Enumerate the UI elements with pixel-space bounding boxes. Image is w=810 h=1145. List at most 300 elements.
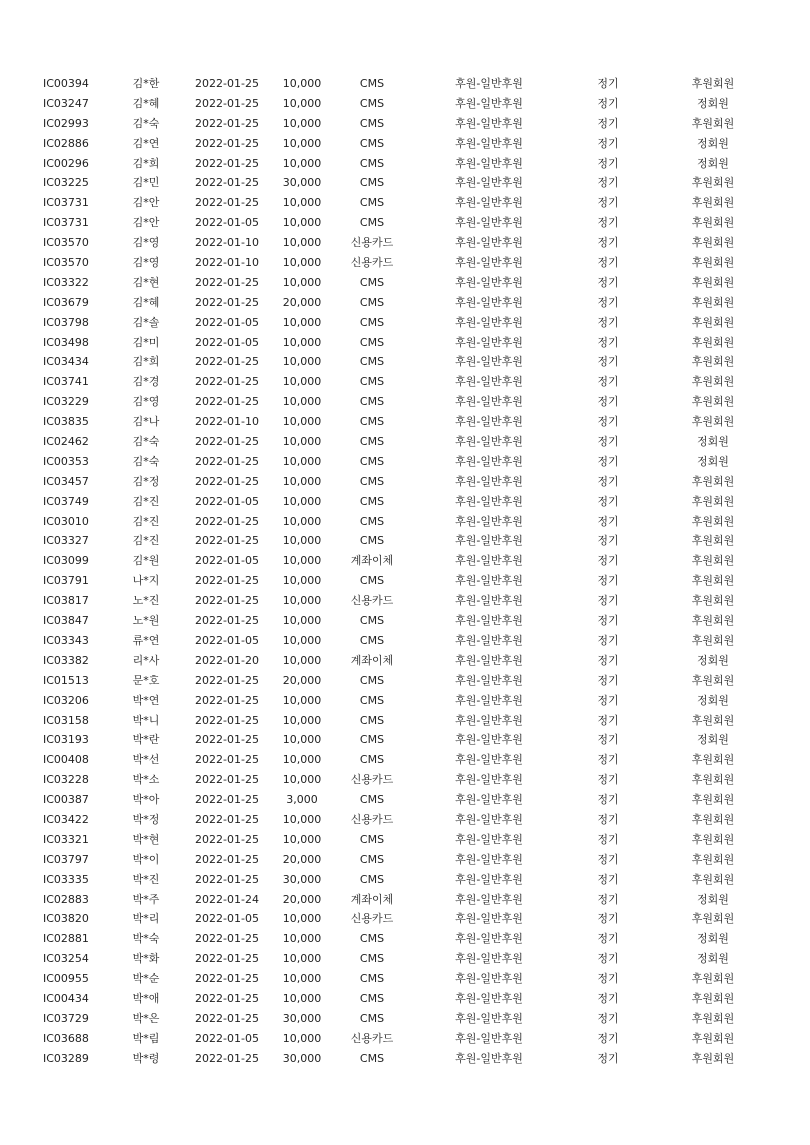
member-name-cell: 김*숙 — [132, 116, 160, 130]
table-row — [0, 730, 810, 750]
amount-cell: 10,000 — [282, 713, 322, 727]
member-id-cell: IC01513 — [43, 673, 89, 687]
member-name-cell: 박*정 — [132, 812, 160, 826]
member-id-cell: IC03335 — [43, 872, 89, 886]
member-name-cell: 노*진 — [132, 594, 160, 608]
member-name-cell: 박*소 — [132, 773, 160, 787]
member-name-cell: 문*호 — [132, 673, 160, 687]
amount-cell: 10,000 — [282, 136, 322, 150]
category-cell: 후원-일반후원 — [455, 474, 523, 488]
payment-date-cell: 2022-01-25 — [195, 77, 259, 90]
category-cell: 후원-일반후원 — [455, 295, 523, 309]
payment-method-cell: CMS — [359, 832, 385, 846]
category-cell: 후원-일반후원 — [455, 236, 523, 250]
payment-method-cell: CMS — [359, 733, 385, 747]
table-row — [0, 591, 810, 611]
member-type-cell: 후원회원 — [691, 1051, 735, 1065]
member-type-cell: 정회원 — [697, 892, 729, 906]
frequency-cell: 정기 — [597, 196, 619, 210]
category-cell: 후원-일반후원 — [455, 1051, 523, 1065]
amount-cell: 10,000 — [282, 454, 322, 468]
payment-date-cell: 2022-01-25 — [195, 176, 259, 190]
member-type-cell: 후원회원 — [691, 832, 735, 846]
amount-cell: 10,000 — [282, 77, 322, 90]
payment-method-cell: CMS — [359, 494, 385, 508]
table-row — [0, 173, 810, 193]
frequency-cell: 정기 — [597, 77, 619, 90]
amount-cell: 10,000 — [282, 96, 322, 110]
amount-cell: 10,000 — [282, 435, 322, 449]
member-type-cell: 후원회원 — [691, 474, 735, 488]
member-type-cell: 정회원 — [697, 653, 729, 667]
member-type-cell: 후원회원 — [691, 812, 735, 826]
payment-date-cell: 2022-01-25 — [195, 514, 259, 528]
member-id-cell: IC03099 — [43, 554, 89, 568]
amount-cell: 10,000 — [282, 912, 322, 926]
payment-date-cell: 2022-01-25 — [195, 594, 259, 608]
frequency-cell: 정기 — [597, 96, 619, 110]
member-name-cell: 박*림 — [132, 1031, 160, 1045]
member-id-cell: IC03327 — [43, 534, 89, 548]
payment-date-cell: 2022-01-25 — [195, 832, 259, 846]
member-id-cell: IC03434 — [43, 355, 89, 369]
member-id-cell: IC03749 — [43, 494, 89, 508]
payment-date-cell: 2022-01-25 — [195, 991, 259, 1005]
payment-date-cell: 2022-01-25 — [195, 454, 259, 468]
payment-date-cell: 2022-01-05 — [195, 554, 259, 568]
category-cell: 후원-일반후원 — [455, 812, 523, 826]
member-id-cell: IC03343 — [43, 633, 89, 647]
member-name-cell: 김*숙 — [132, 454, 160, 468]
payment-method-cell: CMS — [359, 454, 385, 468]
payment-method-cell: CMS — [359, 713, 385, 727]
frequency-cell: 정기 — [597, 534, 619, 548]
member-name-cell: 리*사 — [132, 653, 160, 667]
category-cell: 후원-일반후원 — [455, 176, 523, 190]
amount-cell: 30,000 — [282, 176, 322, 190]
amount-cell: 10,000 — [282, 1031, 322, 1045]
member-id-cell: IC03570 — [43, 236, 89, 250]
member-id-cell: IC00296 — [43, 156, 89, 170]
member-type-cell: 후원회원 — [691, 236, 735, 250]
table-row — [0, 352, 810, 372]
member-id-cell: IC03797 — [43, 852, 89, 866]
frequency-cell: 정기 — [597, 733, 619, 747]
category-cell: 후원-일반후원 — [455, 912, 523, 926]
payment-method-cell: CMS — [359, 1011, 385, 1025]
payment-date-cell: 2022-01-25 — [195, 932, 259, 946]
payment-method-cell: CMS — [359, 315, 385, 329]
category-cell: 후원-일반후원 — [455, 136, 523, 150]
amount-cell: 10,000 — [282, 335, 322, 349]
member-name-cell: 박*아 — [132, 793, 160, 807]
table-row — [0, 233, 810, 253]
member-name-cell: 박*연 — [132, 693, 160, 707]
member-name-cell: 김*솔 — [132, 315, 160, 329]
payment-date-cell: 2022-01-25 — [195, 295, 259, 309]
payment-date-cell: 2022-01-25 — [195, 136, 259, 150]
table-row — [0, 850, 810, 870]
amount-cell: 20,000 — [282, 892, 322, 906]
member-type-cell: 후원회원 — [691, 872, 735, 886]
category-cell: 후원-일반후원 — [455, 256, 523, 270]
frequency-cell: 정기 — [597, 614, 619, 628]
payment-date-cell: 2022-01-25 — [195, 812, 259, 826]
member-name-cell: 김*진 — [132, 534, 160, 548]
frequency-cell: 정기 — [597, 972, 619, 986]
payment-date-cell: 2022-01-25 — [195, 952, 259, 966]
payment-date-cell: 2022-01-25 — [195, 1011, 259, 1025]
payment-method-cell: CMS — [359, 852, 385, 866]
category-cell: 후원-일반후원 — [455, 713, 523, 727]
category-cell: 후원-일반후원 — [455, 315, 523, 329]
table-row — [0, 929, 810, 949]
category-cell: 후원-일반후원 — [455, 872, 523, 886]
member-type-cell: 후원회원 — [691, 395, 735, 409]
member-id-cell: IC03158 — [43, 713, 89, 727]
frequency-cell: 정기 — [597, 395, 619, 409]
member-id-cell: IC00387 — [43, 793, 89, 807]
member-type-cell: 후원회원 — [691, 335, 735, 349]
payment-method-cell: CMS — [359, 375, 385, 389]
member-name-cell: 나*지 — [132, 574, 160, 588]
member-type-cell: 후원회원 — [691, 1011, 735, 1025]
table-row — [0, 253, 810, 273]
frequency-cell: 정기 — [597, 793, 619, 807]
frequency-cell: 정기 — [597, 872, 619, 886]
member-name-cell: 김*나 — [132, 415, 160, 429]
payment-date-cell: 2022-01-25 — [195, 574, 259, 588]
payment-method-cell: 계좌이체 — [350, 554, 394, 568]
member-type-cell: 후원회원 — [691, 77, 735, 90]
category-cell: 후원-일반후원 — [455, 435, 523, 449]
frequency-cell: 정기 — [597, 136, 619, 150]
amount-cell: 10,000 — [282, 514, 322, 528]
payment-date-cell: 2022-01-25 — [195, 972, 259, 986]
category-cell: 후원-일반후원 — [455, 216, 523, 230]
member-id-cell: IC02883 — [43, 892, 89, 906]
payment-method-cell: CMS — [359, 614, 385, 628]
member-type-cell: 후원회원 — [691, 912, 735, 926]
amount-cell: 30,000 — [282, 872, 322, 886]
payment-method-cell: CMS — [359, 633, 385, 647]
category-cell: 후원-일반후원 — [455, 614, 523, 628]
table-row — [0, 969, 810, 989]
member-type-cell: 후원회원 — [691, 673, 735, 687]
member-name-cell: 김*원 — [132, 554, 160, 568]
category-cell: 후원-일반후원 — [455, 932, 523, 946]
payment-date-cell: 2022-01-05 — [195, 912, 259, 926]
member-id-cell: IC03835 — [43, 415, 89, 429]
amount-cell: 10,000 — [282, 355, 322, 369]
amount-cell: 10,000 — [282, 753, 322, 767]
member-id-cell: IC03498 — [43, 335, 89, 349]
amount-cell: 20,000 — [282, 295, 322, 309]
table-row — [0, 134, 810, 154]
table-row — [0, 611, 810, 631]
category-cell: 후원-일반후원 — [455, 892, 523, 906]
payment-date-cell: 2022-01-25 — [195, 196, 259, 210]
payment-method-cell: CMS — [359, 176, 385, 190]
amount-cell: 30,000 — [282, 1011, 322, 1025]
table-row — [0, 770, 810, 790]
member-name-cell: 김*영 — [132, 236, 160, 250]
member-name-cell: 김*희 — [132, 355, 160, 369]
member-name-cell: 김*민 — [132, 176, 160, 190]
payment-method-cell: CMS — [359, 355, 385, 369]
payment-date-cell: 2022-01-10 — [195, 236, 259, 250]
amount-cell: 10,000 — [282, 275, 322, 289]
category-cell: 후원-일반후원 — [455, 574, 523, 588]
table-row — [0, 94, 810, 114]
payment-method-cell: 계좌이체 — [350, 892, 394, 906]
member-id-cell: IC03791 — [43, 574, 89, 588]
payment-method-cell: CMS — [359, 156, 385, 170]
donation-table — [0, 74, 810, 1069]
member-type-cell: 정회원 — [697, 96, 729, 110]
frequency-cell: 정기 — [597, 892, 619, 906]
member-name-cell: 박*숙 — [132, 932, 160, 946]
payment-date-cell: 2022-01-24 — [195, 892, 259, 906]
member-id-cell: IC02886 — [43, 136, 89, 150]
category-cell: 후원-일반후원 — [455, 375, 523, 389]
frequency-cell: 정기 — [597, 1031, 619, 1045]
member-type-cell: 후원회원 — [691, 275, 735, 289]
member-name-cell: 노*원 — [132, 614, 160, 628]
member-type-cell: 후원회원 — [691, 793, 735, 807]
payment-date-cell: 2022-01-25 — [195, 375, 259, 389]
member-id-cell: IC03382 — [43, 653, 89, 667]
frequency-cell: 정기 — [597, 216, 619, 230]
table-row — [0, 551, 810, 571]
table-row — [0, 790, 810, 810]
category-cell: 후원-일반후원 — [455, 275, 523, 289]
category-cell: 후원-일반후원 — [455, 454, 523, 468]
frequency-cell: 정기 — [597, 693, 619, 707]
member-type-cell: 정회원 — [697, 693, 729, 707]
payment-method-cell: CMS — [359, 136, 385, 150]
frequency-cell: 정기 — [597, 932, 619, 946]
member-type-cell: 후원회원 — [691, 534, 735, 548]
member-id-cell: IC03729 — [43, 1011, 89, 1025]
member-type-cell: 정회원 — [697, 932, 729, 946]
member-type-cell: 후원회원 — [691, 554, 735, 568]
table-row — [0, 631, 810, 651]
member-name-cell: 김*경 — [132, 375, 160, 389]
frequency-cell: 정기 — [597, 454, 619, 468]
category-cell: 후원-일반후원 — [455, 793, 523, 807]
table-row — [0, 114, 810, 134]
member-name-cell: 김*혜 — [132, 96, 160, 110]
member-type-cell: 후원회원 — [691, 196, 735, 210]
payment-date-cell: 2022-01-10 — [195, 415, 259, 429]
table-row — [0, 392, 810, 412]
category-cell: 후원-일반후원 — [455, 594, 523, 608]
frequency-cell: 정기 — [597, 594, 619, 608]
frequency-cell: 정기 — [597, 435, 619, 449]
member-name-cell: 김*미 — [132, 335, 160, 349]
table-row — [0, 412, 810, 432]
frequency-cell: 정기 — [597, 633, 619, 647]
amount-cell: 10,000 — [282, 315, 322, 329]
payment-method-cell: CMS — [359, 991, 385, 1005]
payment-method-cell: 신용카드 — [350, 594, 394, 608]
payment-method-cell: CMS — [359, 932, 385, 946]
member-name-cell: 박*애 — [132, 991, 160, 1005]
category-cell: 후원-일반후원 — [455, 96, 523, 110]
amount-cell: 20,000 — [282, 852, 322, 866]
payment-method-cell: 신용카드 — [350, 812, 394, 826]
amount-cell: 10,000 — [282, 196, 322, 210]
amount-cell: 10,000 — [282, 633, 322, 647]
payment-date-cell: 2022-01-25 — [195, 872, 259, 886]
member-id-cell: IC00955 — [43, 972, 89, 986]
payment-date-cell: 2022-01-25 — [195, 474, 259, 488]
frequency-cell: 정기 — [597, 832, 619, 846]
category-cell: 후원-일반후원 — [455, 554, 523, 568]
category-cell: 후원-일반후원 — [455, 1031, 523, 1045]
amount-cell: 10,000 — [282, 574, 322, 588]
member-id-cell: IC00353 — [43, 454, 89, 468]
member-name-cell: 박*주 — [132, 892, 160, 906]
member-id-cell: IC00394 — [43, 77, 89, 90]
table-row — [0, 989, 810, 1009]
payment-method-cell: CMS — [359, 395, 385, 409]
frequency-cell: 정기 — [597, 952, 619, 966]
member-id-cell: IC03229 — [43, 395, 89, 409]
payment-method-cell: 신용카드 — [350, 912, 394, 926]
table-row — [0, 531, 810, 551]
member-name-cell: 김*안 — [132, 196, 160, 210]
amount-cell: 10,000 — [282, 932, 322, 946]
table-row — [0, 651, 810, 671]
amount-cell: 10,000 — [282, 236, 322, 250]
payment-method-cell: CMS — [359, 1051, 385, 1065]
member-id-cell: IC03206 — [43, 693, 89, 707]
payment-method-cell: 계좌이체 — [350, 653, 394, 667]
member-id-cell: IC03820 — [43, 912, 89, 926]
frequency-cell: 정기 — [597, 852, 619, 866]
member-type-cell: 후원회원 — [691, 594, 735, 608]
table-row — [0, 432, 810, 452]
category-cell: 후원-일반후원 — [455, 653, 523, 667]
member-id-cell: IC03679 — [43, 295, 89, 309]
table-row — [0, 671, 810, 691]
frequency-cell: 정기 — [597, 773, 619, 787]
table-row — [0, 273, 810, 293]
table-row — [0, 909, 810, 929]
category-cell: 후원-일반후원 — [455, 77, 523, 90]
amount-cell: 30,000 — [282, 1051, 322, 1065]
member-id-cell: IC03688 — [43, 1031, 89, 1045]
payment-method-cell: 신용카드 — [350, 1031, 394, 1045]
category-cell: 후원-일반후원 — [455, 395, 523, 409]
category-cell: 후원-일반후원 — [455, 415, 523, 429]
member-name-cell: 박*이 — [132, 852, 160, 866]
table-row — [0, 472, 810, 492]
table-row — [0, 213, 810, 233]
member-name-cell: 박*화 — [132, 952, 160, 966]
frequency-cell: 정기 — [597, 375, 619, 389]
payment-date-cell: 2022-01-25 — [195, 395, 259, 409]
frequency-cell: 정기 — [597, 176, 619, 190]
frequency-cell: 정기 — [597, 474, 619, 488]
amount-cell: 10,000 — [282, 395, 322, 409]
amount-cell: 10,000 — [282, 653, 322, 667]
payment-date-cell: 2022-01-05 — [195, 216, 259, 230]
payment-date-cell: 2022-01-25 — [195, 852, 259, 866]
amount-cell: 10,000 — [282, 156, 322, 170]
table-row — [0, 711, 810, 731]
category-cell: 후원-일반후원 — [455, 773, 523, 787]
frequency-cell: 정기 — [597, 415, 619, 429]
payment-date-cell: 2022-01-25 — [195, 753, 259, 767]
member-id-cell: IC03225 — [43, 176, 89, 190]
amount-cell: 10,000 — [282, 991, 322, 1005]
table-row — [0, 512, 810, 532]
table-row — [0, 74, 810, 94]
table-row — [0, 870, 810, 890]
table-row — [0, 949, 810, 969]
payment-method-cell: CMS — [359, 753, 385, 767]
frequency-cell: 정기 — [597, 1051, 619, 1065]
amount-cell: 10,000 — [282, 415, 322, 429]
payment-method-cell: CMS — [359, 693, 385, 707]
payment-date-cell: 2022-01-25 — [195, 733, 259, 747]
frequency-cell: 정기 — [597, 713, 619, 727]
member-name-cell: 김*진 — [132, 514, 160, 528]
payment-method-cell: CMS — [359, 275, 385, 289]
member-id-cell: IC03422 — [43, 812, 89, 826]
member-id-cell: IC03321 — [43, 832, 89, 846]
member-name-cell: 김*정 — [132, 474, 160, 488]
table-row — [0, 193, 810, 213]
frequency-cell: 정기 — [597, 315, 619, 329]
table-row — [0, 1009, 810, 1029]
payment-date-cell: 2022-01-05 — [195, 335, 259, 349]
frequency-cell: 정기 — [597, 256, 619, 270]
member-id-cell: IC03193 — [43, 733, 89, 747]
payment-date-cell: 2022-01-10 — [195, 256, 259, 270]
member-name-cell: 박*순 — [132, 972, 160, 986]
member-type-cell: 후원회원 — [691, 315, 735, 329]
frequency-cell: 정기 — [597, 991, 619, 1005]
amount-cell: 10,000 — [282, 812, 322, 826]
amount-cell: 10,000 — [282, 693, 322, 707]
payment-method-cell: CMS — [359, 196, 385, 210]
category-cell: 후원-일반후원 — [455, 116, 523, 130]
amount-cell: 10,000 — [282, 832, 322, 846]
member-name-cell: 김*영 — [132, 256, 160, 270]
payment-method-cell: CMS — [359, 673, 385, 687]
amount-cell: 3,000 — [286, 793, 318, 807]
member-type-cell: 정회원 — [697, 136, 729, 150]
category-cell: 후원-일반후원 — [455, 355, 523, 369]
member-name-cell: 박*란 — [132, 733, 160, 747]
member-type-cell: 정회원 — [697, 454, 729, 468]
table-row — [0, 890, 810, 910]
member-type-cell: 후원회원 — [691, 514, 735, 528]
payment-date-cell: 2022-01-05 — [195, 315, 259, 329]
amount-cell: 10,000 — [282, 614, 322, 628]
table-row — [0, 1029, 810, 1049]
category-cell: 후원-일반후원 — [455, 952, 523, 966]
amount-cell: 10,000 — [282, 375, 322, 389]
member-id-cell: IC03010 — [43, 514, 89, 528]
member-name-cell: 김*희 — [132, 156, 160, 170]
category-cell: 후원-일반후원 — [455, 733, 523, 747]
table-row — [0, 492, 810, 512]
